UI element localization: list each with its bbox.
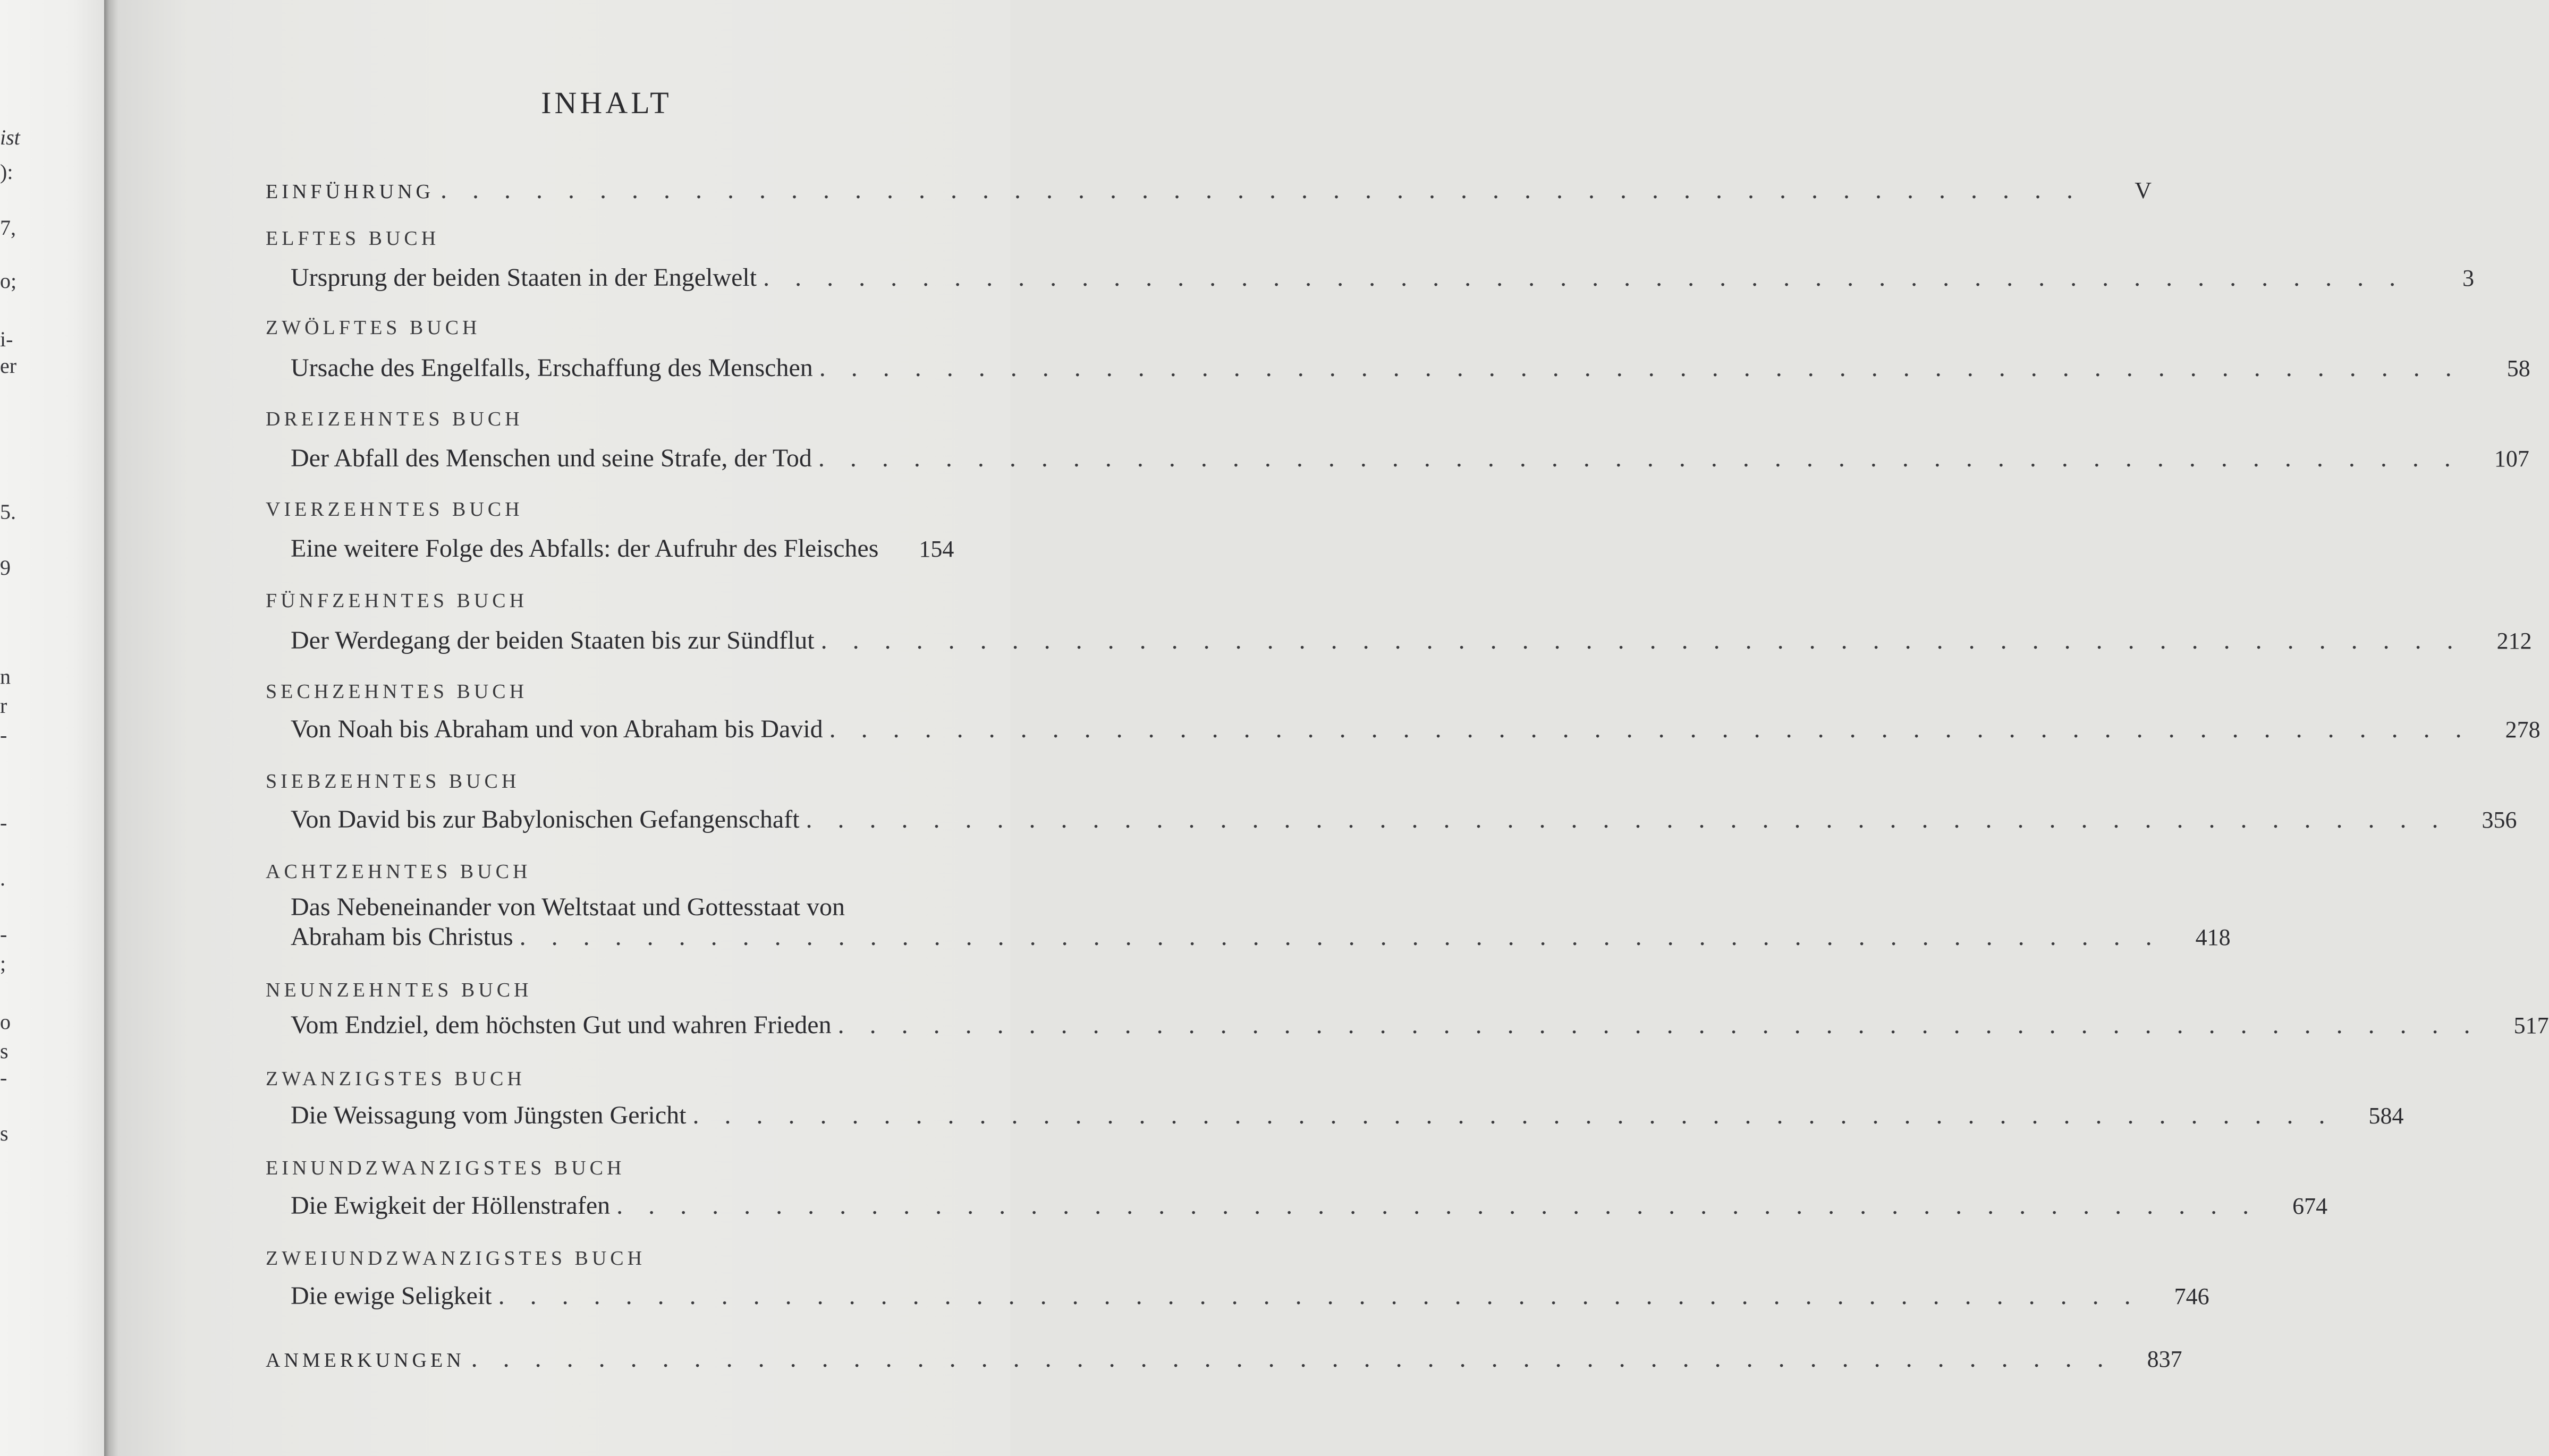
toc-entry-einfuehrung[interactable]: [266, 175, 2152, 207]
book-heading: ZWÖLFTES BUCH: [266, 317, 481, 339]
toc-entry-zwanzigstes-buch[interactable]: [291, 1101, 2404, 1131]
book-heading: ZWEIUNDZWANZIGSTES BUCH: [266, 1247, 646, 1270]
facing-page: [0, 0, 104, 1456]
book-heading: NEUNZEHNTES BUCH: [266, 979, 532, 1001]
facing-page-fragment: 5.: [0, 500, 16, 524]
leader-dots: . . . . . . . . . . . . . . . . . . . . . . . . . . . . . . . . . . . . . . . . . . . . . . . . . . . .: [829, 715, 2471, 743]
page-number: 584: [2368, 1103, 2404, 1129]
page-number: 212: [2496, 628, 2532, 654]
book-heading: FÜNFZEHNTES BUCH: [266, 590, 528, 612]
page-number: 3: [2462, 265, 2475, 291]
facing-page-fragment: 7,: [0, 216, 16, 240]
toc-entry-title: Von Noah bis Abraham und von Abraham bis David: [291, 715, 823, 743]
toc-entry-dreizehntes-buch[interactable]: [291, 444, 2529, 474]
leader-dots: . . . . . . . . . . . . . . . . . . . . . . . . . . . . . . . . . . . . . . . . . . . . . . . . . . . .: [471, 1344, 2113, 1373]
book-heading: ZWANZIGSTES BUCH: [266, 1068, 526, 1090]
facing-page-fragment: o;: [0, 269, 17, 293]
toc-entry-label: ANMERKUNGEN: [266, 1349, 465, 1372]
toc-entry-title: Vom Endziel, dem höchsten Gut und wahren Frieden: [291, 1011, 832, 1039]
page-title: INHALT: [541, 86, 672, 120]
page-number: 517: [2513, 1012, 2549, 1038]
toc-entry-title: Die Ewigkeit der Höllenstrafen: [291, 1191, 611, 1220]
book-heading: EINUNDZWANZIGSTES BUCH: [266, 1157, 625, 1179]
toc-entry-title: Der Abfall des Menschen und seine Strafe, der Tod: [291, 444, 812, 472]
page-number: 837: [2147, 1346, 2182, 1372]
toc-entry-title-line2: Abraham bis Christus: [291, 923, 513, 951]
toc-entry-label: EINFÜHRUNG: [266, 181, 434, 203]
facing-page-fragment: r: [0, 694, 7, 718]
page-number: 58: [2506, 355, 2530, 381]
facing-page-fragment: s: [0, 1039, 9, 1063]
leader-dots: . . . . . . . . . . . . . . . . . . . . . . . . . . . . . . . . . . . . . . . . . . . . . . . . . . . .: [498, 1282, 2140, 1310]
toc-entry-zwoelftes-buch[interactable]: [291, 353, 2530, 384]
page-number: 107: [2494, 446, 2529, 472]
book-heading: DREIZEHNTES BUCH: [266, 408, 523, 430]
book-heading: SIEBZEHNTES BUCH: [266, 770, 520, 793]
book-heading: SECHZEHNTES BUCH: [266, 680, 528, 703]
toc-entry-elftes-buch[interactable]: [291, 263, 2475, 293]
facing-page-fragment: 9: [0, 556, 11, 580]
toc-entry-title: Die ewige Seligkeit: [291, 1282, 492, 1310]
leader-dots: . . . . . . . . . . . . . . . . . . . . . . . . . . . . . . . . . . . . . . . . . . . . . . . . . . . .: [616, 1191, 2259, 1220]
leader-dots: . . . . . . . . . . . . . . . . . . . . . . . . . . . . . . . . . . . . . . . . . . . . . . . . . . . .: [818, 444, 2460, 472]
page-number: 356: [2482, 807, 2517, 833]
leader-dots: . . . . . . . . . . . . . . . . . . . . . . . . . . . . . . . . . . . . . . . . . . . . . . . . . . . .: [441, 176, 2082, 204]
facing-page-fragment: n: [0, 665, 11, 688]
page-number: 674: [2292, 1193, 2328, 1219]
toc-entry-title-line1: Das Nebeneinander von Weltstaat und Gottesstaat von: [291, 893, 845, 921]
toc-entry-zweiundzwanzigstes-buch[interactable]: [291, 1281, 2209, 1312]
toc-entry-siebzehntes-buch[interactable]: [291, 805, 2517, 835]
facing-page-fragment: -: [0, 723, 7, 747]
toc-entry-achtzehntes-buch[interactable]: [291, 922, 2231, 952]
toc-entry-title: Die Weissagung vom Jüngsten Gericht: [291, 1101, 687, 1129]
page-number: 278: [2505, 717, 2540, 743]
contents-page: [118, 0, 2549, 1456]
toc-entry-title: Ursache des Engelfalls, Erschaffung des Menschen: [291, 354, 813, 382]
toc-entry-neunzehntes-buch[interactable]: [291, 1010, 2549, 1041]
page-number: V: [2135, 177, 2152, 203]
page-number: 746: [2174, 1283, 2209, 1309]
facing-page-fragment: ):: [0, 160, 13, 184]
leader-dots: . . . . . . . . . . . . . . . . . . . . . . . . . . . . . . . . . . . . . . . . . . . . . . . . . . . .: [519, 923, 2162, 951]
leader-dots: . . . . . . . . . . . . . . . . . . . . . . . . . . . . . . . . . . . . . . . . . . . . . . . . . . . .: [763, 263, 2406, 292]
facing-page-fragment: -: [0, 922, 7, 946]
book-gutter: [104, 0, 118, 1456]
facing-page-fragment: ;: [0, 951, 6, 975]
page-number: 418: [2195, 924, 2231, 950]
facing-page-fragment: er: [0, 354, 17, 378]
toc-entry-title: Eine weitere Folge des Abfalls: der Aufruhr des Fleisches: [291, 534, 879, 563]
toc-entry-einundzwanzigstes-buch[interactable]: [291, 1191, 2328, 1221]
toc-entry-title: Von David bis zur Babylonischen Gefangenschaft: [291, 805, 800, 833]
toc-entry-title: Der Werdegang der beiden Staaten bis zur Sündflut: [291, 626, 815, 654]
facing-page-fragment: s: [0, 1121, 9, 1145]
toc-entry-anmerkungen[interactable]: [266, 1344, 2182, 1375]
toc-entry-sechzehntes-buch[interactable]: [291, 714, 2540, 745]
facing-page-fragment: i-: [0, 327, 13, 351]
leader-dots: . . . . . . . . . . . . . . . . . . . . . . . . . . . . . . . . . . . . . . . . . . . . . . . . . . . .: [820, 626, 2463, 654]
book-heading: ACHTZEHNTES BUCH: [266, 861, 531, 883]
book-heading: VIERZEHNTES BUCH: [266, 498, 523, 521]
facing-page-fragment: .: [0, 866, 5, 890]
facing-page-fragment: ist: [0, 125, 20, 149]
facing-page-fragment: o: [0, 1010, 11, 1034]
facing-page-fragment: -: [0, 1066, 7, 1089]
toc-entry-title: Ursprung der beiden Staaten in der Engelwelt: [291, 263, 757, 292]
leader-dots: . . . . . . . . . . . . . . . . . . . . . . . . . . . . . . . . . . . . . . . . . . . . . . . . . . . .: [692, 1101, 2335, 1129]
page-number: 154: [919, 536, 954, 562]
leader-dots: . . . . . . . . . . . . . . . . . . . . . . . . . . . . . . . . . . . . . . . . . . . . . . . . . . . .: [837, 1011, 2480, 1039]
book-heading: ELFTES BUCH: [266, 227, 440, 250]
leader-dots: . . . . . . . . . . . . . . . . . . . . . . . . . . . . . . . . . . . . . . . . . . . . . . . . . . . .: [819, 354, 2461, 382]
leader-dots: . . . . . . . . . . . . . . . . . . . . . . . . . . . . . . . . . . . . . . . . . . . . . . . . . . . .: [806, 805, 2448, 833]
toc-entry-vierzehntes-buch[interactable]: [291, 534, 954, 564]
toc-entry-fuenfzehntes-buch[interactable]: [291, 626, 2532, 656]
facing-page-fragment: -: [0, 811, 7, 835]
